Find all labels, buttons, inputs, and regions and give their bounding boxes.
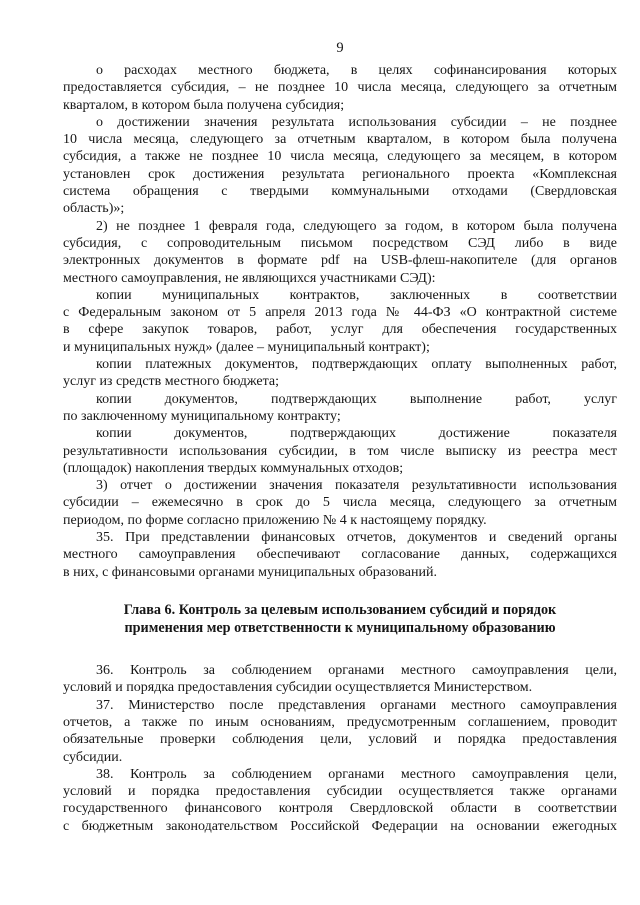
heading-line: Глава 6. Контроль за целевым использованием субсидий и порядок [123,601,557,618]
text-line: по заключенному муниципальному контракту; [63,408,341,424]
text-line: результативности использования субсидии, в том числе выписку из реестра мест [63,443,617,459]
text-line: субсидия, а также не позднее 10 числа месяца, следующего за месяцем, в котором [63,149,617,165]
text-line: государственного финансового контроля Свердловской области в соответствии [63,801,617,817]
text-line: обязательные проверки соблюдения цели, условий и порядка предоставления [63,732,617,748]
text-line: кварталом, в котором была получена субсидия; [63,97,345,113]
paragraph [63,662,617,697]
text-line: электронных документов в формате pdf на USB-флеш-накопителе (для органов [63,253,617,269]
text-line: о достижении значения результата использования субсидии – не позднее [96,114,617,130]
text-line: 35. При представлении финансовых отчетов, документов и сведений органы [96,530,617,546]
text-line: с бюджетным законодательством Российской Федерации на основании ежегодных [63,818,617,834]
text-line: 38. Контроль за соблюдением органами местного самоуправления цели, [96,766,617,782]
text-line: копии платежных документов, подтверждающих оплату выполненных работ, [96,357,617,373]
chapter-heading [63,602,617,637]
text-line: субсидии – ежемесячно в срок до 5 числа месяца, следующего за отчетным [63,495,617,511]
text-line: 10 числа месяца, следующего за отчетным кварталом, в котором была получена [63,132,617,148]
text-line: отчетов, а также по иным основаниям, предусмотренным соглашением, проводит [63,714,617,730]
text-line: копии документов, подтверждающих достижение показателя [96,426,617,442]
paragraph [63,218,617,287]
paragraph [63,529,617,581]
text-line: в них, с финансовыми органами муниципальных образований. [63,564,437,580]
paragraph [63,477,617,529]
paragraph [63,766,617,835]
text-line: предоставляется субсидия, – не позднее 10 числа месяца, следующего за отчетным [63,80,617,96]
text-line: 37. Министерство после представления органами местного самоуправления [96,697,617,713]
paragraph [63,287,617,356]
text-line: периодом, по форме согласно приложению № 4 к настоящему порядку. [63,512,487,528]
text-line: местного самоуправления обеспечивают согласование данных, содержащихся [63,547,617,563]
text-line: в сфере закупок товаров, работ, услуг для обеспечения государственных [63,322,617,338]
text-line: субсидия, с сопроводительным письмом посредством СЭД либо в виде [63,235,617,251]
text-line: субсидии. [63,749,123,765]
paragraph [63,391,617,426]
text-line: (площадок) накопления твердых коммунальных отходов; [63,460,404,476]
text-line: условий и порядка предоставления субсидии осуществляется также органами [63,784,617,800]
paragraph [63,697,617,766]
text-line: 36. Контроль за соблюдением органами местного самоуправления цели, [96,663,617,679]
document-body [63,62,617,835]
text-line: 2) не позднее 1 февраля года, следующего за годом, в котором была получена [96,218,617,234]
text-line: услуг из средств местного бюджета; [63,374,280,390]
text-line: область)»; [63,201,125,217]
paragraph [63,425,617,477]
text-line: и муниципальных нужд» (далее – муниципальный контракт); [63,339,430,355]
text-line: условий и порядка предоставления субсидии осуществляется Министерством. [63,680,533,696]
paragraph [63,62,617,114]
text-line: о расходах местного бюджета, в целях софинансирования которых [96,63,617,78]
text-line: система обращения с твердыми коммунальными отходами (Свердловская [63,184,617,200]
text-line: 3) отчет о достижении значения показателя результативности использования [96,478,617,494]
text-line: копии документов, подтверждающих выполнение работ, услуг [96,391,617,407]
page-number: 9 [336,40,344,56]
heading-line: применения мер ответственности к муниципальному образованию [124,619,556,636]
paragraph [63,114,617,218]
text-line: копии муниципальных контрактов, заключенных в соответствии [96,287,617,303]
text-line: с Федеральным законом от 5 апреля 2013 года № 44-ФЗ «О контрактной системе [63,305,617,321]
paragraph [63,356,617,391]
text-line: установлен срок достижения результата регионального проекта «Комплексная [63,166,617,182]
text-line: местного самоуправления, не являющихся участниками СЭД): [63,270,436,286]
